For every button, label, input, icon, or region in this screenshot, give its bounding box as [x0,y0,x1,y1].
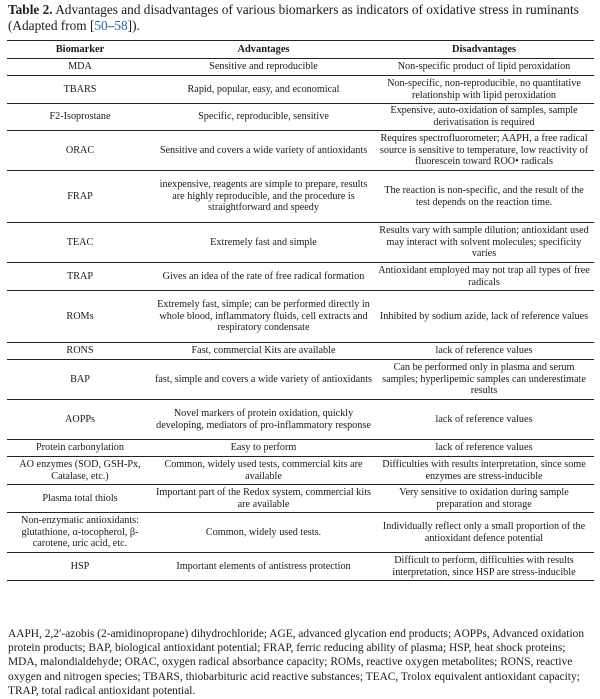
table-row [7,485,594,513]
cell-biomarker: FRAP [7,171,153,223]
cell-biomarker: Plasma total thiols [7,485,153,513]
cell-biomarker: TBARS [7,76,153,104]
cell-disadvantages: Antioxidant employed may not trap all types of free radicals [374,263,594,291]
cell-advantages: Easy to perform [153,440,374,457]
cell-biomarker: TEAC [7,223,153,263]
cell-disadvantages: Difficult to perform, difficulties with results interpretation, since HSP are stress-inducible [374,553,594,581]
reference-dash: – [107,18,115,33]
table-row [7,360,594,400]
cell-biomarker: ROMs [7,291,153,343]
header-biomarker: Biomarker [7,41,153,59]
cell-advantages: Novel markers of protein oxidation, quickly developing, mediators of pro-inflammatory response [153,400,374,440]
table-row [7,400,594,440]
table-row [7,131,594,171]
cell-biomarker: AO enzymes (SOD, GSH-Px, Catalase, etc.) [7,457,153,485]
cell-biomarker: Protein carbonylation [7,440,153,457]
cell-disadvantages: Non-specific, non-reproducible, no quantitative relationship with lipid peroxidation [374,76,594,104]
table-row [7,553,594,581]
cell-advantages: Sensitive and covers a wide variety of antioxidants [153,131,374,171]
cell-advantages: Fast, commercial Kits are available [153,343,374,360]
cell-biomarker: HSP [7,553,153,581]
cell-disadvantages: Individually reflect only a small proportion of the antioxidant defence potential [374,513,594,553]
table-row [7,343,594,360]
table-row [7,263,594,291]
cell-advantages: Common, widely used tests, commercial kits are available [153,457,374,485]
cell-biomarker: TRAP [7,263,153,291]
table-row [7,291,594,343]
cell-disadvantages: Inhibited by sodium azide, lack of reference values [374,291,594,343]
cell-advantages: Rapid, popular, easy, and economical [153,76,374,104]
biomarker-table [7,40,594,581]
cell-disadvantages: Non-specific product of lipid peroxidation [374,59,594,76]
table-row [7,76,594,104]
table-row [7,440,594,457]
reference-link-50[interactable]: 50 [94,18,108,33]
caption-text-end: ]). [127,18,140,33]
cell-disadvantages: Requires spectrofluorometer; AAPH, a free radical source is sensitive to temperature, low reactivity of fluorescein toward ROO• radicals [374,131,594,171]
cell-advantages: Important elements of antistress protection [153,553,374,581]
cell-biomarker: RONS [7,343,153,360]
reference-link-58[interactable]: 58 [114,18,128,33]
cell-advantages: fast, simple and covers a wide variety of antioxidants [153,360,374,400]
table-row [7,171,594,223]
cell-biomarker: BAP [7,360,153,400]
cell-biomarker: F2-Isoprostane [7,104,153,131]
cell-advantages: Common, widely used tests. [153,513,374,553]
cell-disadvantages: Very sensitive to oxidation during sample preparation and storage [374,485,594,513]
header-disadvantages: Disadvantages [374,41,594,59]
cell-disadvantages: Expensive, auto-oxidation of samples, sample derivatisation is required [374,104,594,131]
table-row [7,104,594,131]
table-caption [8,2,594,34]
cell-disadvantages: lack of reference values [374,440,594,457]
cell-biomarker: Non-enzymatic antioxidants: glutathione, α-tocopherol, β-carotene, uric acid, etc. [7,513,153,553]
table-header-row [7,41,594,59]
cell-advantages: Important part of the Redox system, commercial kits are available [153,485,374,513]
table-row [7,513,594,553]
caption-text: Advantages and disadvantages of various biomarkers as indicators of oxidative stress in ruminants (Adapted from [ [8,2,579,33]
cell-biomarker: ORAC [7,131,153,171]
cell-disadvantages: lack of reference values [374,343,594,360]
cell-biomarker: MDA [7,59,153,76]
cell-advantages: Specific, reproducible, sensitive [153,104,374,131]
cell-biomarker: AOPPs [7,400,153,440]
cell-disadvantages: Results vary with sample dilution; antioxidant used may interact with solvent molecules; specificity varies [374,223,594,263]
cell-advantages: Sensitive and reproducible [153,59,374,76]
header-advantages: Advantages [153,41,374,59]
caption-label: Table 2. [8,2,53,17]
cell-disadvantages: The reaction is non-specific, and the result of the test depends on the reaction time. [374,171,594,223]
cell-disadvantages: Can be performed only in plasma and serum samples; hyperlipemic samples can underestimate results [374,360,594,400]
cell-disadvantages: lack of reference values [374,400,594,440]
cell-advantages: Extremely fast and simple [153,223,374,263]
abbreviations-footnote: AAPH, 2,2′-azobis (2-amidinopropane) dihydrochloride; AGE, advanced glycation end products; AOPPs, Advanced oxidation protein products; BAP, biological antioxidant potential; FRAP, ferric reducing ability of plasma; HSP, heat shock proteins; MDA, malondialdehyde; ORAC, oxygen radical absorbance capacity; ROMs, reactive oxygen metabolites; RONS, reactive oxygen and nitrogen species; TBARS, thiobarbituric acid reactive substances; TEAC, Trolox equivalent antioxidant capacity; TRAP, total radical antioxidant potential. [8,628,585,697]
cell-advantages: Extremely fast, simple; can be performed directly in whole blood, inflammatory fluids, cell extracts and respiratory condensate [153,291,374,343]
table-row [7,59,594,76]
table-row [7,457,594,485]
cell-advantages: inexpensive, reagents are simple to prepare, results are highly reproducible, and the procedure is straightforward and speedy [153,171,374,223]
cell-advantages: Gives an idea of the rate of free radical formation [153,263,374,291]
table-row [7,223,594,263]
cell-disadvantages: Difficulties with results interpretation, since some enzymes are stress-inducible [374,457,594,485]
